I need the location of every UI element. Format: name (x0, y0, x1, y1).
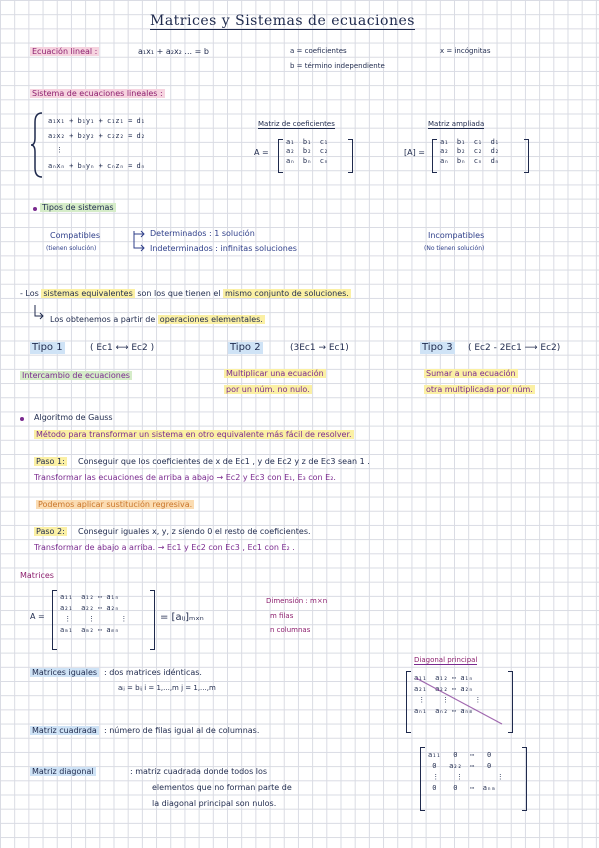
indeterminados-text: Indeterminados : infinitas soluciones (150, 244, 297, 253)
equivalentes-line-1 (20, 289, 351, 298)
diag-principal-right-bracket (508, 671, 513, 733)
matriz-diagonal-text-3 (152, 799, 276, 808)
amp-right-bracket (524, 139, 529, 173)
diagonal-line (412, 672, 508, 730)
diagonal-left-bracket (420, 747, 425, 811)
sistema-label: Sistema de ecuaciones lineales : (32, 89, 163, 98)
note-coeficientes: a = coeficientes (290, 47, 347, 55)
sistema-row-2: a₂x₂ + b₂y₂ + c₂z₂ = d₂ (48, 132, 145, 140)
op-3-tipo: Tipo 3 (422, 342, 453, 353)
matrices-left-bracket (52, 590, 57, 650)
compatibles-label: Compatibles (50, 231, 101, 240)
equivalentes-line-2-prefix: Los obtenemos a partir de (50, 315, 156, 324)
sistema-row-dots: ⋮ (56, 146, 63, 154)
op-2-tipo: Tipo 2 (230, 342, 261, 353)
gauss-label: Algoritmo de Gauss (34, 413, 113, 422)
paso-2-text: Conseguir iguales x, y, z siendo 0 el resto de coeficientes. (78, 527, 311, 536)
op-1-tipo: Tipo 1 (32, 342, 63, 353)
matrices-equals: = [aᵢⱼ]ₘₓₙ (160, 612, 204, 623)
op-1-expr: ( Ec1 ⟷ Ec2 ) (90, 343, 155, 353)
matrices-matrix: a₁₁ a₁₂ ⋯ a₁ₙ a₂₁ a₂₂ ⋯ a₂ₙ ⋮ ⋮ ⋮ aₘ₁ aₘ₂ ⋯ aₘₙ (60, 593, 128, 634)
determinados-text: Determinados : 1 solución (150, 229, 255, 238)
matriz-diagonal-text-3-span: la diagonal principal son nulos. (152, 799, 277, 808)
equivalentes-arrow (33, 305, 45, 319)
compatibles-arrows (132, 231, 148, 251)
paso-1-label: Paso 1: (36, 457, 65, 466)
gauss-desc: Método para transformar un sistema en otro equivalente más fácil de resolver. (36, 430, 352, 439)
dimension-text: Dimensión : m×n (266, 597, 328, 605)
tipos-label: Tipos de sistemas (42, 203, 114, 212)
compatibles-note: (tienen solución) (46, 245, 97, 252)
op-2-desc-2: por un núm. no nulo. (226, 385, 310, 394)
coef-A-label: A = (254, 148, 269, 157)
op-2-expr: (3Ec1 → Ec1) (290, 343, 349, 353)
sistema-row-n: aₙxₙ + bₙyₙ + cₙzₙ = dₙ (48, 162, 145, 170)
matrices-iguales-label: Matrices iguales (32, 668, 98, 677)
diagonal-principal-label: Diagonal principal (414, 656, 478, 664)
op-3-expr: ( Ec2 - 2Ec1 ⟶ Ec2) (468, 343, 561, 353)
ecuacion-lineal-label: Ecuación lineal : (32, 47, 98, 56)
incompatibles-note: (No tienen solución) (424, 245, 485, 252)
matriz-diagonal-label: Matriz diagonal (32, 767, 94, 776)
note-incognitas: x = incógnitas (440, 47, 491, 55)
matriz-diagonal-text-1: : matriz cuadrada donde todos los (130, 767, 268, 776)
gauss-bullet (20, 417, 24, 421)
columnas-text: n columnas (270, 626, 311, 634)
matrices-iguales-formula: aᵢⱼ = bᵢⱼ i = 1,...,m j = 1,...,m (118, 684, 216, 692)
matrices-label: Matrices (20, 571, 54, 580)
paso-2-transform: Transformar de abajo a arriba. → Ec1 y Ec2 con Ec3 , Ec1 con E₂ . (34, 543, 295, 552)
page-title: Matrices y Sistemas de ecuaciones (150, 13, 415, 29)
sistema-brace (30, 112, 44, 178)
coef-matrix: a₁ b₁ c₁ a₂ b₂ c₂ aₙ bₙ cₙ (286, 138, 329, 165)
matrices-iguales-text: : dos matrices idénticas. (104, 668, 202, 677)
equivalentes-mid: son los que tienen el (137, 289, 221, 298)
op-3-desc-1: Sumar a una ecuación (426, 369, 516, 378)
equivalentes-highlight: sistemas equivalentes (43, 289, 133, 298)
matriz-ampliada-label: Matriz ampliada (428, 120, 485, 128)
coef-left-bracket (278, 139, 283, 173)
equivalentes-line-2-highlight: operaciones elementales. (159, 315, 263, 324)
paso-2-label: Paso 2: (36, 527, 65, 536)
diag-principal-left-bracket (406, 671, 411, 733)
tipos-bullet (33, 207, 37, 211)
matriz-coeficientes-label: Matriz de coeficientes (258, 120, 335, 128)
matriz-cuadrada-text: : número de filas igual al de columnas. (104, 726, 260, 735)
incompatibles-label: Incompatibles (428, 231, 485, 240)
filas-text: m filas (270, 612, 294, 620)
equivalentes-line-2 (50, 315, 265, 324)
matriz-cuadrada-label: Matriz cuadrada (32, 726, 97, 735)
op-1-desc: Intercambio de ecuaciones (22, 371, 130, 380)
matriz-diagonal-text-2: elementos que no forman parte de (152, 783, 292, 792)
equivalentes-prefix: - Los (20, 289, 39, 298)
diag-principal-matrix: a₁₁ a₁₂ ⋯ a₁ₙ a₂₁ a₂₂ ⋯ a₂ₙ ⋮ ⋮ ⋮ aₙ₁ aₙ₂ ⋯ aₙₘ (414, 674, 482, 715)
sistema-row-1: a₁x₁ + b₁y₁ + c₁z₁ = d₁ (48, 117, 145, 125)
equivalentes-highlight-2: mismo conjunto de soluciones. (225, 289, 349, 298)
op-3-desc-2: otra multiplicada por núm. (426, 385, 533, 394)
amp-matrix: a₁ b₁ c₁ d₁ a₂ b₂ c₂ d₂ aₙ bₙ cₙ dₙ (440, 138, 500, 165)
paso-1-text: Conseguir que los coeficientes de x de Ec1 , y de Ec2 y z de Ec3 sean 1 . (78, 457, 370, 466)
matrices-A-label: A = (30, 612, 45, 621)
amp-A-label: [A] = (404, 148, 425, 157)
op-2-desc-1: Multiplicar una ecuación (226, 369, 324, 378)
ecuacion-lineal-formula: a₁x₁ + a₂x₂ ... = b (138, 47, 209, 56)
diagonal-matrix: a₁₁ 0 ⋯ 0 0 a₂₂ ⋯ 0 ⋮ ⋮ ⋮ 0 0 ⋯ aₙₘ (428, 751, 504, 792)
diagonal-right-bracket (522, 747, 527, 811)
note-termino-independiente: b = término independiente (290, 62, 385, 70)
amp-left-bracket (432, 139, 437, 173)
paso-1-transform: Transformar las ecuaciones de arriba a abajo → Ec2 y Ec3 con E₁, E₃ con E₂. (34, 473, 336, 482)
matrices-right-bracket (150, 590, 155, 650)
coef-right-bracket (348, 139, 353, 173)
sustitucion-text: Podemos aplicar sustitución regresiva. (38, 500, 193, 509)
